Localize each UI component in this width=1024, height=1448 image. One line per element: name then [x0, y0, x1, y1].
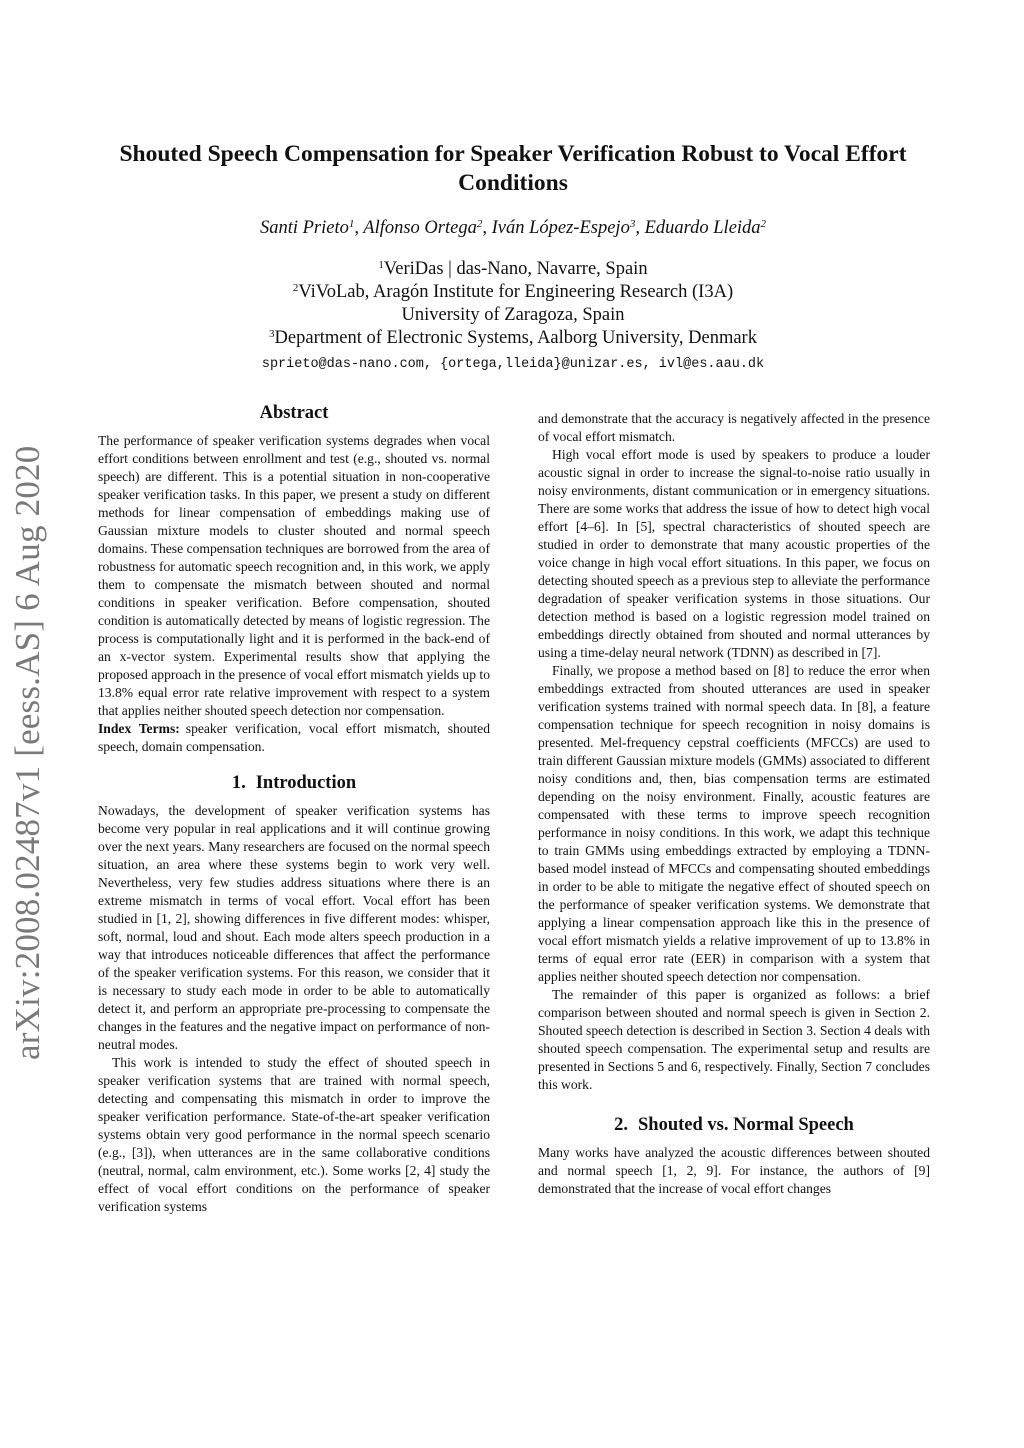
affiliation: $^3$Department of Electronic Systems, Aalborg University, Denmark — [269, 328, 757, 348]
section-heading-introduction: 1. Introduction — [231, 773, 357, 793]
index-terms: Index Terms: speaker verification, vocal effort mismatch, shouted speech, domain compensation. — [98, 721, 491, 754]
paragraph: The remainder of this paper is organized as follows: a brief comparison between shouted and normal speech is given in Section 2. Shouted speech detection is described in Section 3. Section 4 deals with shouted speech compensation. The experimental setup and results are presented in Sections 5 and 6, respectively. Finally, Section 7 concludes this work. — [538, 987, 930, 1092]
affiliation: University of Zaragoza, Spain — [401, 305, 625, 325]
section-heading-shouted-vs-normal: 2. Shouted vs. Normal Speech — [614, 1115, 854, 1135]
paper-title: Shouted Speech Compensation for Speaker Verification Robust to Vocal Effort Conditions — [119, 141, 907, 196]
author: Eduardo Lleida$^2$ — [644, 218, 767, 238]
paragraph: High vocal effort mode is used by speakers to produce a louder acoustic signal in order to increase the signal-to-noise ratio usually in noisy environments, distant communication or in emergency situations. There are some works that address the issue of how to detect high vocal effort [4–6]. In [5], spectral characteristics of shouted speech are studied in order to demonstrate that many acoustic properties of the voice change in high vocal effort situations. In this paper, we focus on detecting shouted speech as a previous step to alleviate the performance degradation of speaker verification systems in those situations. Our detection method is based on a logistic regression model trained on embeddings directly obtained from shouted and normal utterances by using a time-delay neural network (TDNN) as described in [7]. — [538, 447, 930, 660]
affiliation-list — [90, 258, 936, 350]
paragraph: This work is intended to study the effect of shouted speech in speaker verification systems that are trained with normal speech, detecting and compensating this mismatch in order to improve the speaker verification performance. State-of-the-art speaker verification systems obtain very good performance in the normal speech scenario (e.g., [3]), when utterances are in the same collaborative conditions (neutral, normal, calm environment, etc.). Some works [2, 4] study the effect of vocal effort conditions on the performance of speaker verification systems — [98, 1055, 490, 1214]
paragraph: Nowadays, the development of speaker verification systems has become very popular in real applications and it will continue growing over the next years. Many researchers are focused on the normal speech situation, an area where these systems begin to work very well. Nevertheless, very few studies address situations where there is an extreme mismatch in terms of vocal effort. Vocal effort has been studied in [1, 2], showing differences in five different modes: whisper, soft, normal, loud and shout. Each mode alters speech production in a way that introduces noticeable differences that affect the performance of the speaker verification systems. For this reason, we consider that it is necessary to study each mode in order to be able to automatically detect it, and perform an appropriate pre-processing to compensate the changes in the features and the negative impact on performance of non-neutral modes. — [98, 803, 490, 1052]
author: Santi Prieto$^1$, — [259, 218, 364, 238]
paragraph: Many works have analyzed the acoustic differences between shouted and normal speech [1, 2, 9]. For instance, the authors of [9] demonstrated that the increase of vocal effort changes — [538, 1145, 930, 1196]
arxiv-identifier: arXiv:2008.02487v1 [eess.AS] 6 Aug 2020 — [8, 445, 47, 1060]
author-emails: sprieto@das-nano.com, {ortega,lleida}@unizar.es, ivl@es.aau.dk — [261, 357, 765, 372]
index-terms-label: Index Terms: — [98, 721, 180, 736]
right-column — [538, 410, 930, 1198]
affiliation: $^2$ViVoLab, Aragón Institute for Engineering Research (I3A) — [292, 282, 734, 302]
author-list — [90, 218, 936, 239]
author: Iván López-Espejo$^3$, — [491, 218, 645, 238]
left-column — [98, 404, 490, 1216]
paragraph: and demonstrate that the accuracy is negatively affected in the presence of vocal effort mismatch. — [538, 411, 930, 444]
abstract-text: The performance of speaker verification systems degrades when vocal effort conditions between enrollment and test (e.g., shouted vs. normal speech) are different. This is a potential situation in non-cooperative speaker verification tasks. In this paper, we present a study on different methods for linear compensation of embeddings making use of Gaussian mixture models to cluster shouted and normal speech domains. These compensation techniques are borrowed from the area of robustness for automatic speech recognition and, in this work, we apply them to compensate the mismatch between shouted and normal conditions in speaker verification. Before compensation, shouted condition is automatically detected by means of logistic regression. The process is computationally light and it is performed in the back-end of an x-vector system. Experimental results show that applying the proposed approach in the presence of vocal effort mismatch yields up to 13.8% equal error rate relative improvement with respect to a system that applies neither shouted speech detection nor compensation. — [98, 433, 490, 718]
author: Alfonso Ortega$^2$, — [363, 218, 492, 238]
affiliation: $^1$VeriDas | das-Nano, Navarre, Spain — [378, 259, 648, 279]
abstract-heading: Abstract — [259, 403, 329, 423]
paragraph: Finally, we propose a method based on [8] to reduce the error when embeddings extracted from shouted utterances are used in speaker verification systems trained with normal speech data. In [8], a feature compensation technique for speech recognition in noisy domains is presented. Mel-frequency cepstral coefficients (MFCCs) are used to train different Gaussian mixture models (GMMs) associated to different noisy conditions and, then, bias compensation terms are estimated depending on the noisy environment. Finally, acoustic features are compensated with these terms to improve speech recognition performance in noisy conditions. In this work, we adapt this technique to train GMMs using embeddings extracted by employing a TDNN-based model instead of MFCCs and compensating shouted embeddings in order to be able to mitigate the negative effect of shouted speech on the performance of speaker verification systems. We demonstrate that applying a linear compensation approach like this in the presence of vocal effort mismatch yields a relative improvement of up to 13.8% in terms of equal error rate (EER) in comparison with a system that applies neither shouted speech detection nor compensation. — [538, 663, 930, 984]
